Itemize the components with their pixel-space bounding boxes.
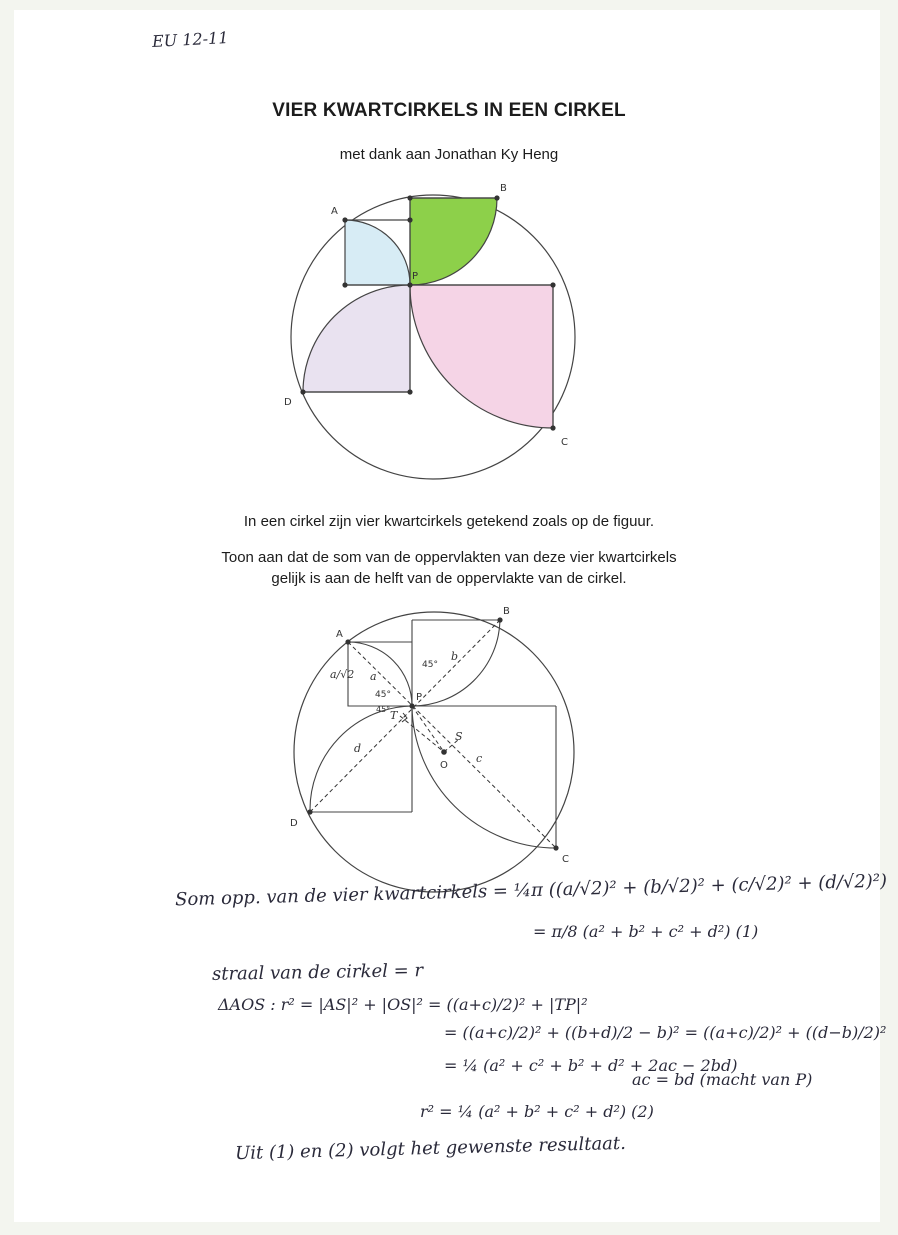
figure-2-drawing [290, 606, 574, 892]
corner-note: EU 12-11 [151, 28, 229, 51]
fig2-angle-2: 45° [375, 690, 391, 700]
proof-line-2: = π/8 (a² + b² + c² + d²) (1) [533, 922, 759, 941]
fig2-angle-1: 45° [422, 660, 438, 670]
proof-line-3: straal van de cirkel = r [211, 960, 424, 985]
fig2-label-C: C [562, 854, 569, 865]
page-title: VIER KWARTCIRKELS IN EEN CIRKEL [272, 100, 626, 121]
fig1-label-P: P [412, 271, 419, 282]
fig1-label-D: D [284, 397, 292, 408]
proof-line-6: = ¼ (a² + c² + b² + d² + 2ac − 2bd) [444, 1056, 738, 1075]
fig2-label-a: a [370, 670, 377, 683]
fig2-label-d: d [354, 742, 362, 755]
proof-line-9: Uit (1) en (2) volgt het gewenste resultaat. [234, 1132, 627, 1165]
proof-line-1: Som opp. van de vier kwartcirkels = ¼π ((a/√2)² + (b/√2)² + (c/√2)² + (d/√2)²) [174, 870, 888, 911]
fig2-angle-3: 45° [376, 705, 391, 714]
fig2-label-A: A [336, 629, 343, 640]
fig2-label-a-over-root2: a/√2 [330, 668, 355, 681]
proof-line-8: r² = ¼ (a² + b² + c² + d²) (2) [420, 1102, 654, 1121]
proof-line-4: ΔAOS : r² = |AS|² + |OS|² = ((a+c)/2)² + |TP|² [218, 995, 588, 1014]
outer-circle-2 [294, 612, 574, 892]
fig2-label-D: D [290, 818, 298, 829]
statement-line-1: In een cirkel zijn vier kwartcirkels getekend zoals op de figuur. [243, 513, 655, 530]
proof-line-7: ac = bd (macht van P) [632, 1070, 813, 1089]
fig2-label-S: S [455, 730, 463, 743]
fig2-label-T: T [390, 709, 398, 722]
fig2-label-c: c [476, 752, 483, 765]
statement-line-3: gelijk is aan de helft van de oppervlakte van de cirkel. [271, 570, 627, 587]
fig1-label-C: C [561, 437, 568, 448]
fig2-label-P: P [416, 692, 423, 703]
fig2-label-B: B [503, 606, 510, 617]
fig1-label-A: A [331, 206, 338, 217]
fig2-label-b: b [451, 650, 459, 663]
fig1-label-B: B [500, 183, 507, 194]
fig2-label-O: O [440, 760, 448, 771]
page-subtitle: met dank aan Jonathan Ky Heng [339, 146, 559, 163]
proof-line-5: = ((a+c)/2)² + ((b+d)/2 − b)² = ((a+c)/2)² + ((d−b)/2)² [444, 1023, 887, 1042]
statement-line-2: Toon aan dat de som van de oppervlakten van deze vier kwartcirkels [221, 549, 677, 566]
